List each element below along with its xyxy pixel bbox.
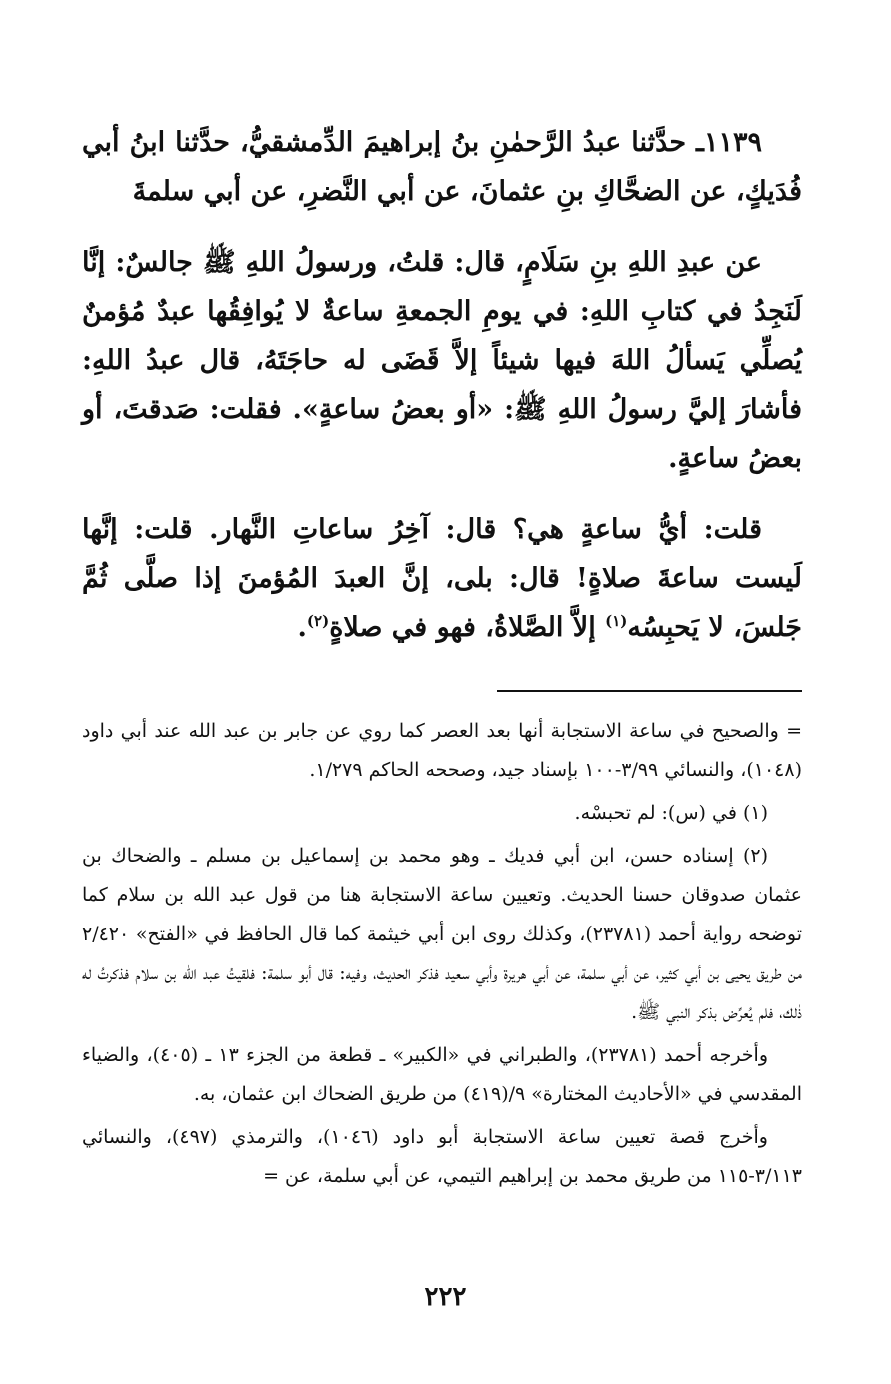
- footnote-2-takhrij: وأخرجه أحمد (٢٣٧٨١)، والطبراني في «الكبير» ـ قطعة من الجزء ١٣ ـ (٤٠٥)، والضياء المقدسي في «الأحاديث المختارة» ٩/(٤١٩) من طريق الضحاك ابن عثمان، به.: [82, 1044, 802, 1105]
- hadith-dialogue-end: .: [297, 612, 307, 643]
- footnote-continuation: = والصحيح في ساعة الاستجابة أنها بعد العصر كما روي عن جابر بن عبد الله عند أبي داود (١٠٤٨)، والنسائي ٣/٩٩-١٠٠ بإسناد جيد، وصححه الحاكم ١/٢٧٩.: [82, 720, 802, 781]
- footnote-2: (٢) إسناده حسن، ابن أبي فديك ـ وهو محمد بن إسماعيل بن مسلم ـ والضحاك بن عثمان صدوقان حسنا الحديث. وتعيين ساعة الاستجابة هنا من قول عبد الله بن سلام كما توضحه رواية أحمد (٢٣٧٨١)، وكذلك روى ابن أبي خيثمة كما قال الحافظ في «الفتح» ٢/٤٢٠ من طريق يحيى بن أبي كثير، عن أبي سلمة، عن أبي هريرة وأبي سعيد فذكر الحديث، وفيه: قال أبو سلمة: فلقيتُ عبد الله بن سلام فذكرتُ له ذٰلك، فلم يُعرِّض بذكر النبي ﷺ.: [82, 845, 802, 1023]
- footnote-1: (١) في (س): لم تحبسْه.: [574, 802, 768, 824]
- hadith-text: [82, 118, 802, 652]
- footnotes: [82, 712, 802, 1196]
- footnote-marker-2: (٢): [306, 612, 330, 630]
- page-number: ٢٢٢: [424, 1282, 467, 1312]
- document-page: [82, 118, 802, 1200]
- footnote-2-takhrij-more: وأخرج قصة تعيين ساعة الاستجابة أبو داود (١٠٤٦)، والترمذي (٤٩٧)، والنسائي ٣/١١٣-١١٥ من طريق محمد بن إبراهيم التيمي، عن أبي سلمة، عن =: [82, 1126, 802, 1187]
- footnote-divider: [497, 690, 802, 692]
- hadith-dialogue-text: قلت: أيُّ ساعةٍ هي؟ قال: آخِرُ ساعاتِ النَّهار. قلت: إنَّها لَيست ساعةَ صلاةٍ! قال: بلى، إنَّ العبدَ المُؤمنَ إذا صلَّى ثُمَّ جَلسَ، لا يَحبِسُه: [82, 514, 802, 643]
- hadith-body: عن عبدِ اللهِ بنِ سَلَامٍ، قال: قلتُ، ورسولُ اللهِ ﷺ جالسٌ: إنَّا لَنَجِدُ في كتابِ اللهِ: في يومِ الجمعةِ ساعةٌ لا يُوافِقُها عبدٌ مُؤمنٌ يُصلِّي يَسألُ اللهَ فيها شيئاً إلاَّ قَضَى له حاجَتَهُ، قال عبدُ اللهِ: فأشارَ إليَّ رسولُ اللهِ ﷺ: «أو بعضُ ساعةٍ». فقلت: صَدقتَ، أو بعضُ ساعةٍ.: [82, 247, 802, 474]
- hadith-dialogue: [82, 505, 802, 652]
- hadith-isnad: ١١٣٩ـ حدَّثنا عبدُ الرَّحمٰنِ بنُ إبراهيمَ الدِّمشقيُّ، حدَّثنا ابنُ أبي فُدَيكٍ، عن الضحَّاكِ بنِ عثمانَ، عن أبي النَّضرِ، عن أبي سلمةَ: [82, 127, 802, 207]
- footnote-marker-1: (١): [605, 612, 628, 630]
- hadith-dialogue-continued: إلاَّ الصَّلاةُ، فهو في صلاةٍ: [329, 612, 606, 643]
